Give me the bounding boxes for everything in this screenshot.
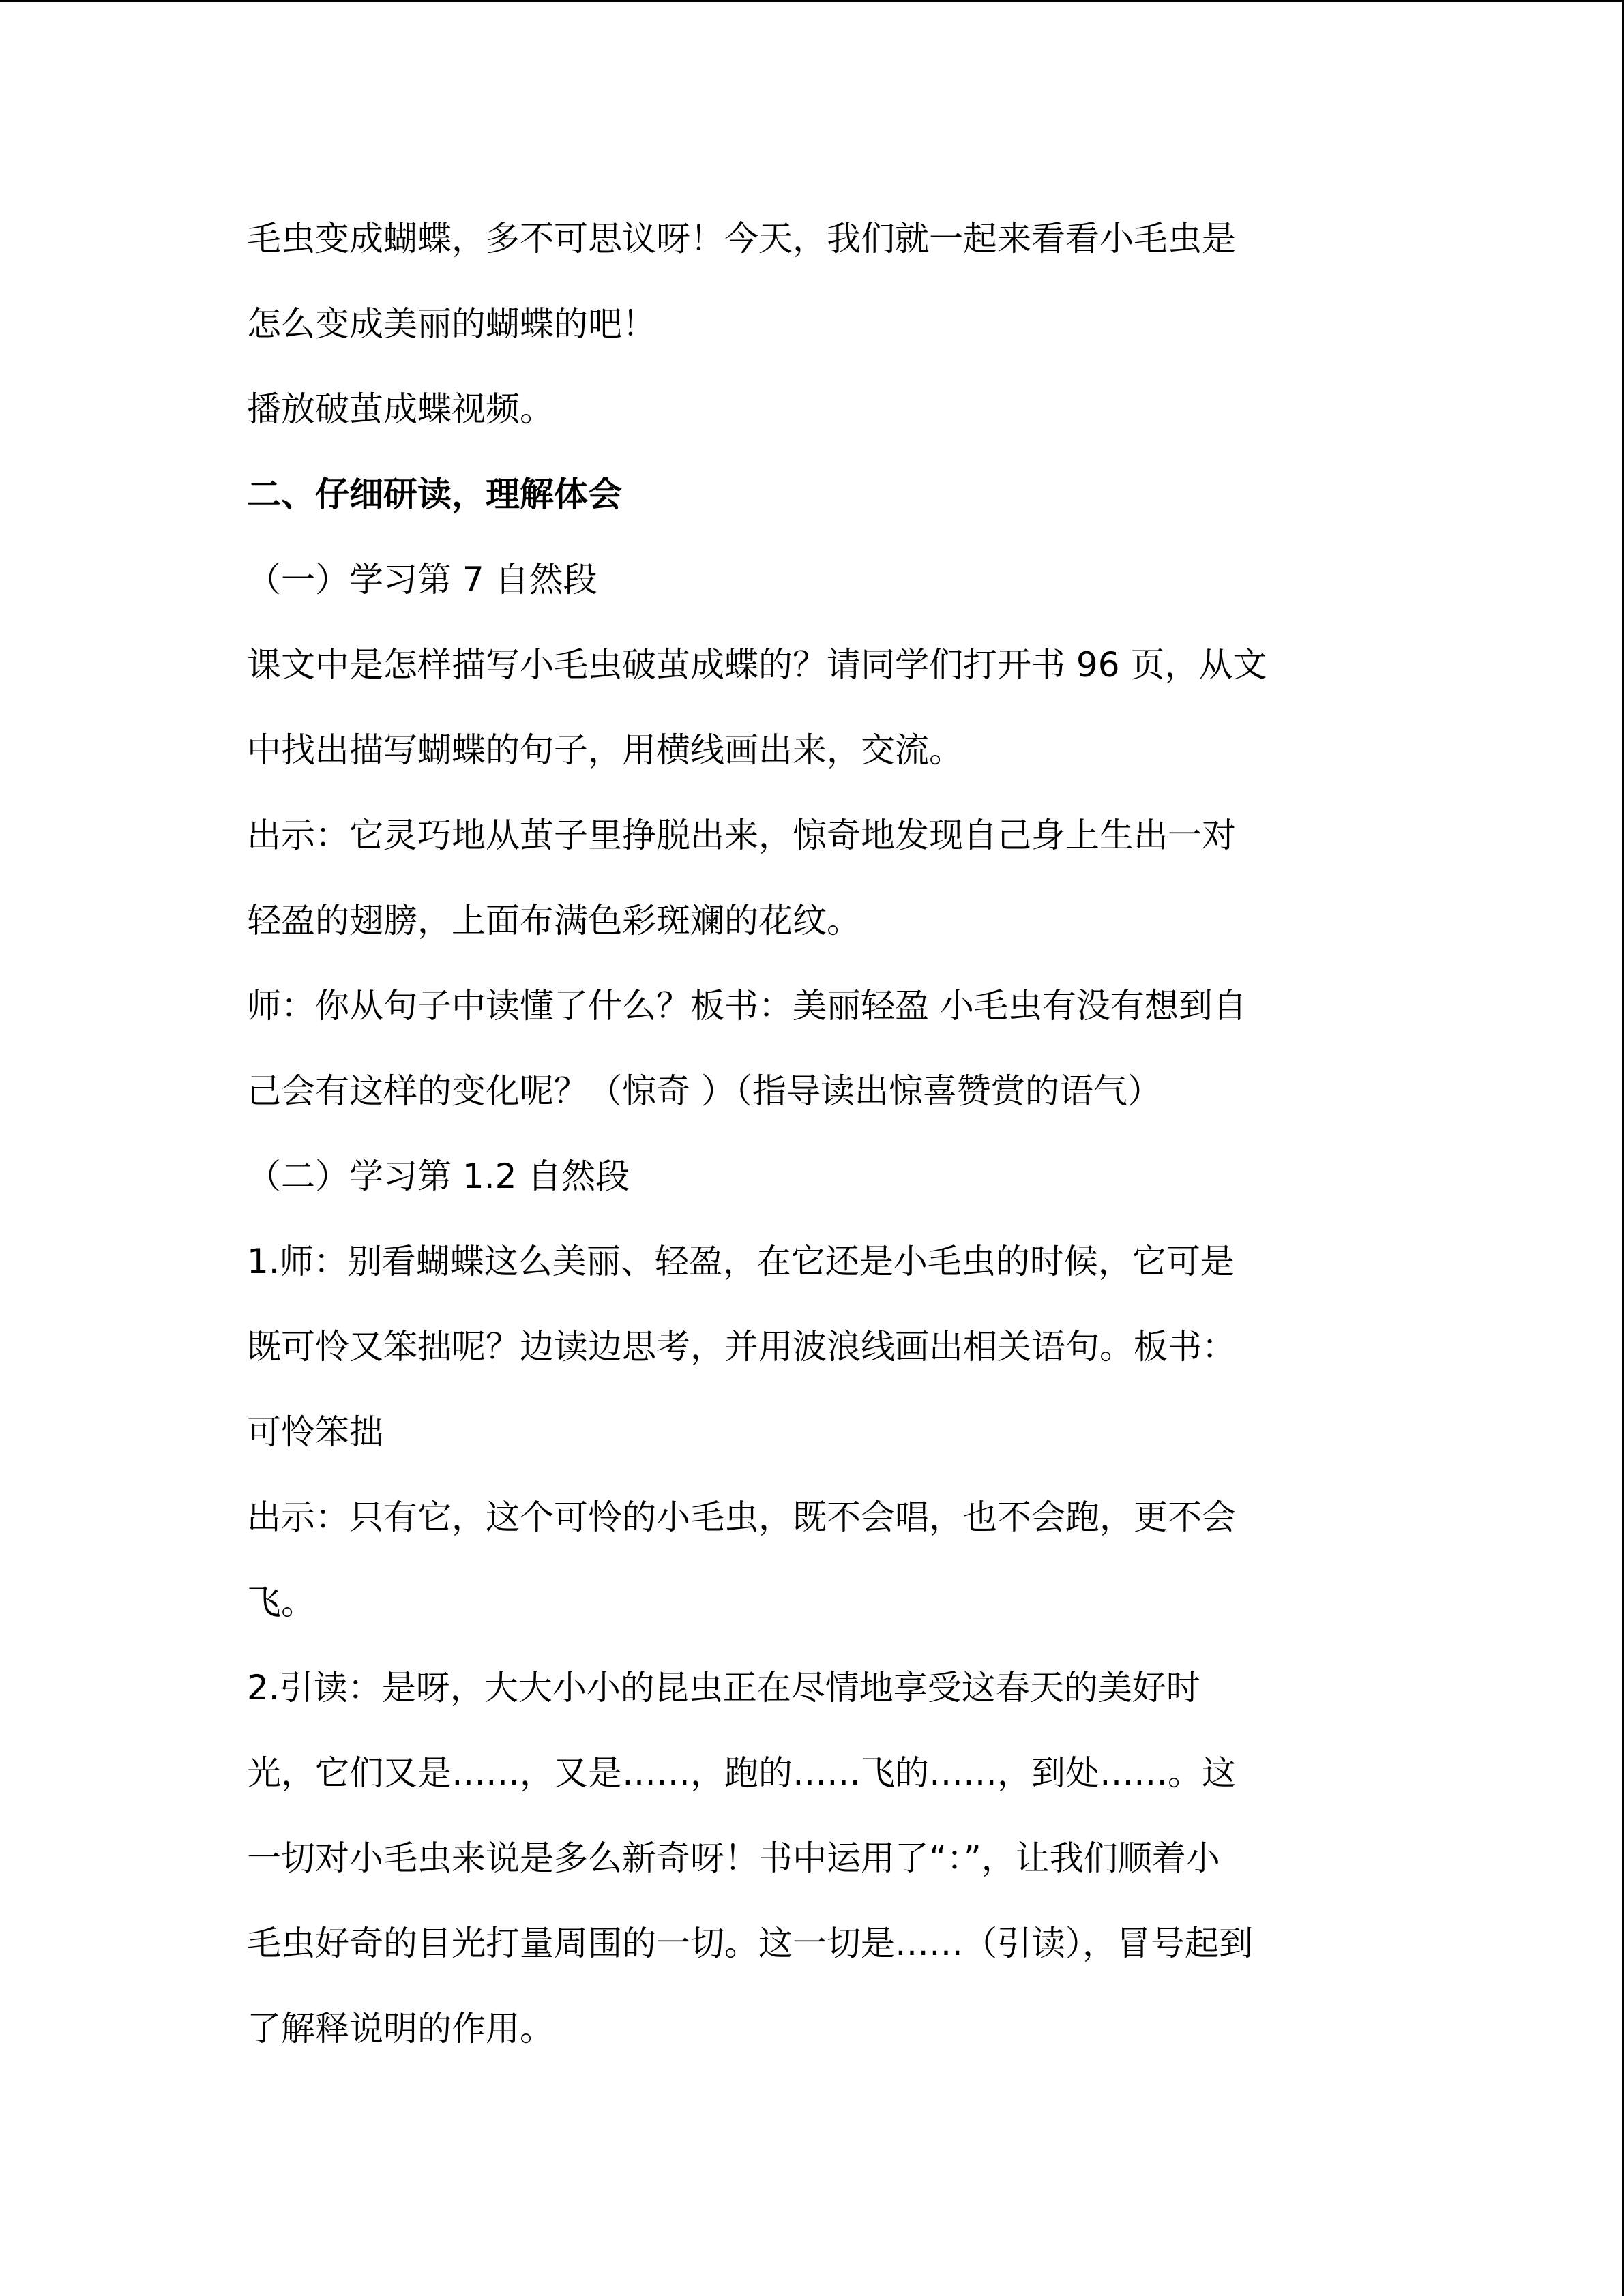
text-line: 可怜笨拙 [247,1412,383,1452]
text-line: 毛虫好奇的目光打量周围的一切。这一切是……（引读），冒号起到 [247,1924,1253,1963]
section-heading: 二、仔细研读，理解体会 [247,475,622,514]
text-line: 了解释说明的作用。 [247,2009,554,2048]
text-line: 播放破茧成蝶视频。 [247,389,554,429]
text-line: 出示：它灵巧地从茧子里挣脱出来，惊奇地发现自己身上生出一对 [247,816,1236,855]
text-line: 毛虫变成蝴蝶，多不可思议呀！今天，我们就一起来看看小毛虫是 [247,219,1236,258]
text-line: 2.引读：是呀，大大小小的昆虫正在尽情地享受这春天的美好时 [247,1668,1200,1708]
text-line: 中找出描写蝴蝶的句子，用横线画出来，交流。 [247,730,963,770]
subsection-heading: （二）学习第 1.2 自然段 [247,1157,630,1196]
text-line: 课文中是怎样描写小毛虫破茧成蝶的？请同学们打开书 96 页，从文 [247,645,1267,685]
page-border-top [0,0,1624,2]
text-line: 师：你从句子中读懂了什么？板书：美丽轻盈 小毛虫有没有想到自 [247,986,1247,1026]
text-line: 飞。 [247,1583,315,1622]
text-line: 1.师：别看蝴蝶这么美丽、轻盈，在它还是小毛虫的时候，它可是 [247,1242,1235,1281]
text-line: 出示：只有它，这个可怜的小毛虫，既不会唱，也不会跑，更不会 [247,1497,1236,1537]
subsection-heading: （一）学习第 7 自然段 [247,560,597,599]
text-line: 己会有这样的变化呢？（惊奇 ）（指导读出惊喜赞赏的语气） [247,1071,1162,1111]
text-line: 一切对小毛虫来说是多么新奇呀！书中运用了“：”，让我们顺着小 [247,1838,1220,1878]
text-line: 轻盈的翅膀，上面布满色彩斑斓的花纹。 [247,901,861,940]
text-line: 怎么变成美丽的蝴蝶的吧！ [247,304,656,344]
text-line: 既可怜又笨拙呢？边读边思考，并用波浪线画出相关语句。板书： [247,1327,1236,1367]
text-line: 光，它们又是……，又是……，跑的……飞的……，到处……。这 [247,1753,1236,1793]
